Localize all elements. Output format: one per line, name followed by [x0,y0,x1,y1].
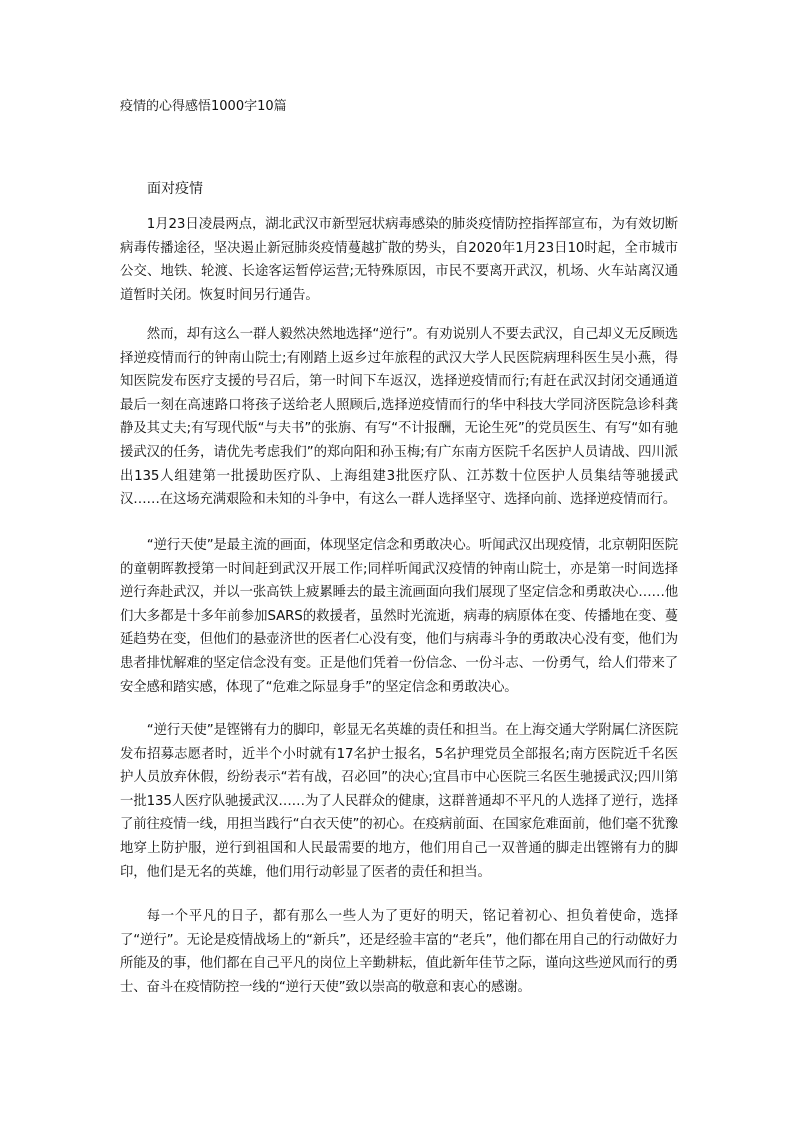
paragraph: 然而，却有这么一群人毅然决然地选择“逆行”。有劝说别人不要去武汉，自己却义无反顾选择逆疫情而行的钟南山院士;有刚踏上返乡过年旅程的武汉大学人民医院病理科医生吴小燕，得知医院发布医疗支援的号召后，第一时间下车返汉，选择逆疫情而行;有赶在武汉封闭交通通道最后一刻在高速路口将孩子送给老人照顾后,选择逆疫情而行的华中科技大学同济医院急诊科龚静及其丈夫;有写现代版“与夫书”的张旃、有写“不计报酬，无论生死”的党员医生、有写“如有驰援武汉的任务，请优先考虑我们”的郑向阳和孙玉梅;有广东南方医院千名医护人员请战、四川派出135人组建第一批援助医疗队、上海组建3批医疗队、江苏数十位医护人员集结等驰援武汉……在这场充满艰险和未知的斗争中，有这么一群人选择坚守、选择向前、选择逆疫情而行。 [120,327,678,508]
paragraph: “逆行天使”是铿锵有力的脚印，彰显无名英雄的责任和担当。在上海交通大学附属仁济医院发布招募志愿者时，近半个小时就有17名护士报名，5名护理党员全部报名;南方医院近千名医护人员放弃休假，纷纷表示“若有战，召必回”的决心;宜昌市中心医院三名医生驰援武汉;四川第一批135人医疗队驰援武汉……为了人民群众的健康，这群普通却不平凡的人选择了逆行，选择了前往疫情一线，用担当践行“白衣天使”的初心。在疫病前面、在国家危难面前，他们毫不犹豫地穿上防护服，逆行到祖国和人民最需要的地方，他们用自己一双普通的脚走出铿锵有力的脚印，他们是无名的英雄，他们用行动彰显了医者的责任和担当。 [120,723,678,880]
paragraph: “逆行天使”是最主流的画面，体现坚定信念和勇敢决心。听闻武汉出现疫情，北京朝阳医院的童朝晖教授第一时间赶到武汉开展工作;同样听闻武汉疫情的钟南山院士，亦是第一时间选择逆行奔赴武汉，并以一张高铁上疲累睡去的最主流画面向我们展现了坚定信念和勇敢决心……他们大多都是十多年前参加SARS的救援者，虽然时光流逝，病毒的病原体在变、传播地在变、蔓延趋势在变，但他们的悬壶济世的医者仁心没有变，他们与病毒斗争的勇敢决心没有变，他们为患者排忧解难的坚定信念没有变。正是他们凭着一份信念、一份斗志、一份勇气，给人们带来了安全感和踏实感，体现了“危难之际显身手”的坚定信念和勇敢决心。 [120,538,678,695]
document-title: 疫情的心得感悟1000字10篇 [120,99,287,114]
paragraph: 1月23日凌晨两点，湖北武汉市新型冠状病毒感染的肺炎疫情防控指挥部宣布，为有效切断病毒传播途径，坚决遏止新冠肺炎疫情蔓越扩散的势头，自2020年1月23日10时起，全市城市公交、地铁、轮渡、长途客运暂停运营;无特殊原因，市民不要离开武汉，机场、火车站离汉通道暂时关闭。恢复时间另行通告。 [120,217,678,303]
paragraph: 每一个平凡的日子，都有那么一些人为了更好的明天，铭记着初心、担负着使命，选择了“逆行”。无论是疫情战场上的“新兵”，还是经验丰富的“老兵”，他们都在用自己的行动做好力所能及的事，他们都在自己平凡的岗位上辛勤耕耘，值此新年佳节之际，谨向这些逆风而行的勇士、奋斗在疫情防控一线的“逆行天使”致以崇高的敬意和衷心的感谢。 [120,909,678,995]
section-heading: 面对疫情 [147,181,203,197]
